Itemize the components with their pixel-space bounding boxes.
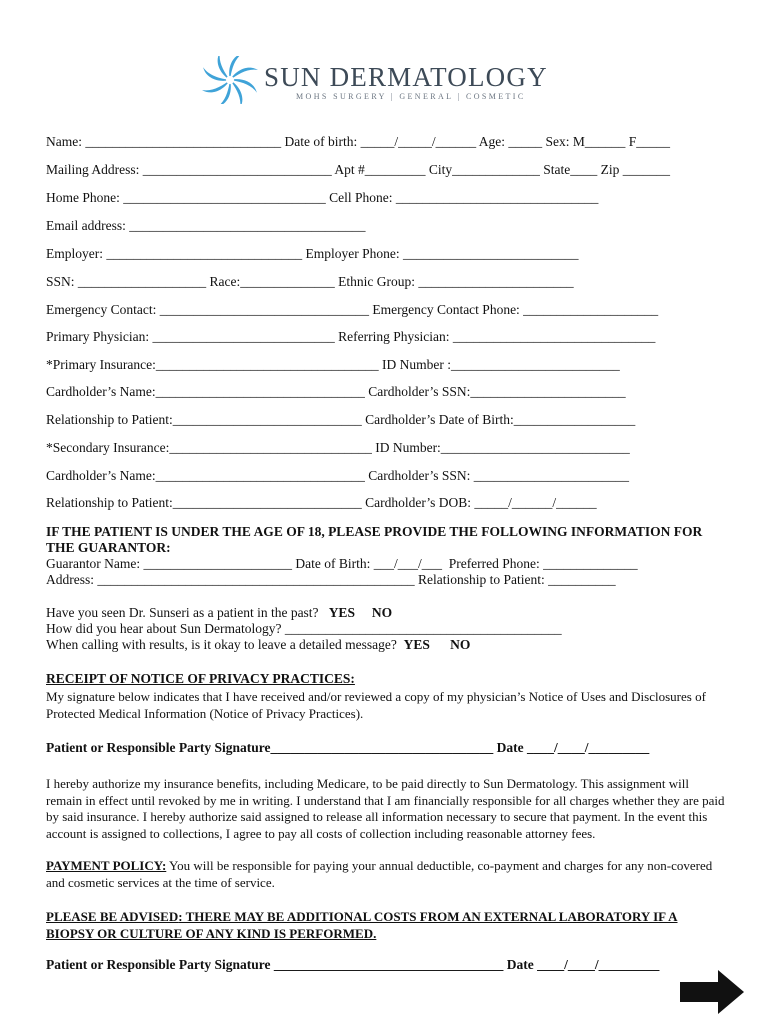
detailed-message-label: When calling with results, is it okay to leave a detailed message? (46, 637, 397, 652)
ssn-row[interactable]: SSN: ___________________ Race:______________ Ethnic Group: _______________________ (46, 274, 574, 289)
seen-before-question (46, 605, 392, 621)
authorization-text: I hereby authorize my insurance benefits, including Medicare, to be paid directly to Sun Dermatology. This assignment will remain in effect until revoked by me in writing. I understand that I am financially responsible for all charges whether they are paid by said insurance. I hereby authorize said assigned to release all information necessary to secure that payment. In the event this account is assigned to collections, I agree to pay all costs of collection including reasonable attorney fees. (46, 776, 725, 841)
phone-row[interactable]: Home Phone: ______________________________ Cell Phone: ______________________________ (46, 190, 599, 205)
brand-tagline: MOHS SURGERY | GENERAL | COSMETIC (296, 92, 526, 101)
signature-line-1[interactable]: Patient or Responsible Party Signature_________________________________ Date ____/____/_________ (46, 740, 650, 755)
detailed-message-no[interactable]: NO (450, 637, 471, 652)
advisory-label: PLEASE BE ADVISED (46, 909, 179, 924)
payment-policy-label: PAYMENT POLICY: (46, 858, 167, 873)
signature-line-2[interactable]: Patient or Responsible Party Signature __________________________________ Date ____/____/_________ (46, 957, 660, 972)
physician-row[interactable]: Primary Physician: ___________________________ Referring Physician: ______________________________ (46, 329, 656, 344)
guarantor-address-row[interactable]: Address: _______________________________________________ Relationship to Patient: __________ (46, 572, 616, 587)
detailed-message-question (46, 637, 470, 653)
privacy-heading: RECEIPT OF NOTICE OF PRIVACY PRACTICES: (46, 671, 355, 686)
logo (200, 56, 580, 104)
guarantor-name-row[interactable]: Guarantor Name: ______________________ Date of Birth: ___/___/___ Preferred Phone: ______________ (46, 556, 638, 571)
primary-insurance-row[interactable]: *Primary Insurance:_________________________________ ID Number :_________________________ (46, 357, 620, 372)
relationship-row[interactable]: Relationship to Patient:____________________________ Cardholder’s Date of Birth:__________________ (46, 412, 636, 427)
guarantor-heading-1: IF THE PATIENT IS UNDER THE AGE OF 18, PLEASE PROVIDE THE FOLLOWING INFORMATION FOR (46, 524, 703, 539)
privacy-text: My signature below indicates that I have received and/or reviewed a copy of my physician’s Notice of Uses and Disclosures of Protected Medical Information (Notice of Privacy Practices). (46, 689, 706, 721)
name-dob-row[interactable]: Name: _____________________________ Date of birth: _____/_____/______ Age: _____ Sex: M______ F_____ (46, 134, 670, 149)
emergency-contact-row[interactable]: Emergency Contact: _______________________________ Emergency Contact Phone: ____________________ (46, 302, 659, 317)
payment-policy (46, 858, 726, 891)
seen-before-no[interactable]: NO (371, 605, 393, 620)
guarantor-heading-2: THE GUARANTOR: (46, 540, 171, 555)
email-row[interactable]: Email address: ___________________________________ (46, 218, 366, 233)
detailed-message-yes[interactable]: YES (403, 637, 430, 652)
advisory-notice (46, 909, 726, 942)
referral-source-question[interactable]: How did you hear about Sun Dermatology? _________________________________________ (46, 621, 562, 636)
sun-swirl-icon (200, 56, 262, 104)
relationship-row-2[interactable]: Relationship to Patient:____________________________ Cardholder’s DOB: _____/______/______ (46, 495, 597, 510)
employer-row[interactable]: Employer: _____________________________ Employer Phone: __________________________ (46, 246, 579, 261)
cardholder-name-row[interactable]: Cardholder’s Name:_______________________________ Cardholder’s SSN:_______________________ (46, 384, 626, 399)
advisory-text: : THERE MAY BE ADDITIONAL COSTS FROM AN EXTERNAL LABORATORY IF A BIOPSY OR CULTURE OF ANY KIND IS PERFORMED. (46, 909, 678, 941)
payment-policy-text: You will be responsible for paying your annual deductible, co-payment and charges for any non-covered and cosmetic services at the time of service. (46, 858, 713, 890)
address-row[interactable]: Mailing Address: ____________________________ Apt #_________ City_____________ State____ Zip _______ (46, 162, 670, 177)
seen-before-yes[interactable]: YES (328, 605, 355, 620)
secondary-insurance-row[interactable]: *Secondary Insurance:______________________________ ID Number:____________________________ (46, 440, 630, 455)
next-page-arrow-icon[interactable] (680, 968, 746, 1016)
seen-before-label: Have you seen Dr. Sunseri as a patient in the past? (46, 605, 319, 620)
brand-name: SUN DERMATOLOGY (264, 62, 548, 92)
cardholder-name-row-2[interactable]: Cardholder’s Name:_______________________________ Cardholder’s SSN: _______________________ (46, 468, 629, 483)
